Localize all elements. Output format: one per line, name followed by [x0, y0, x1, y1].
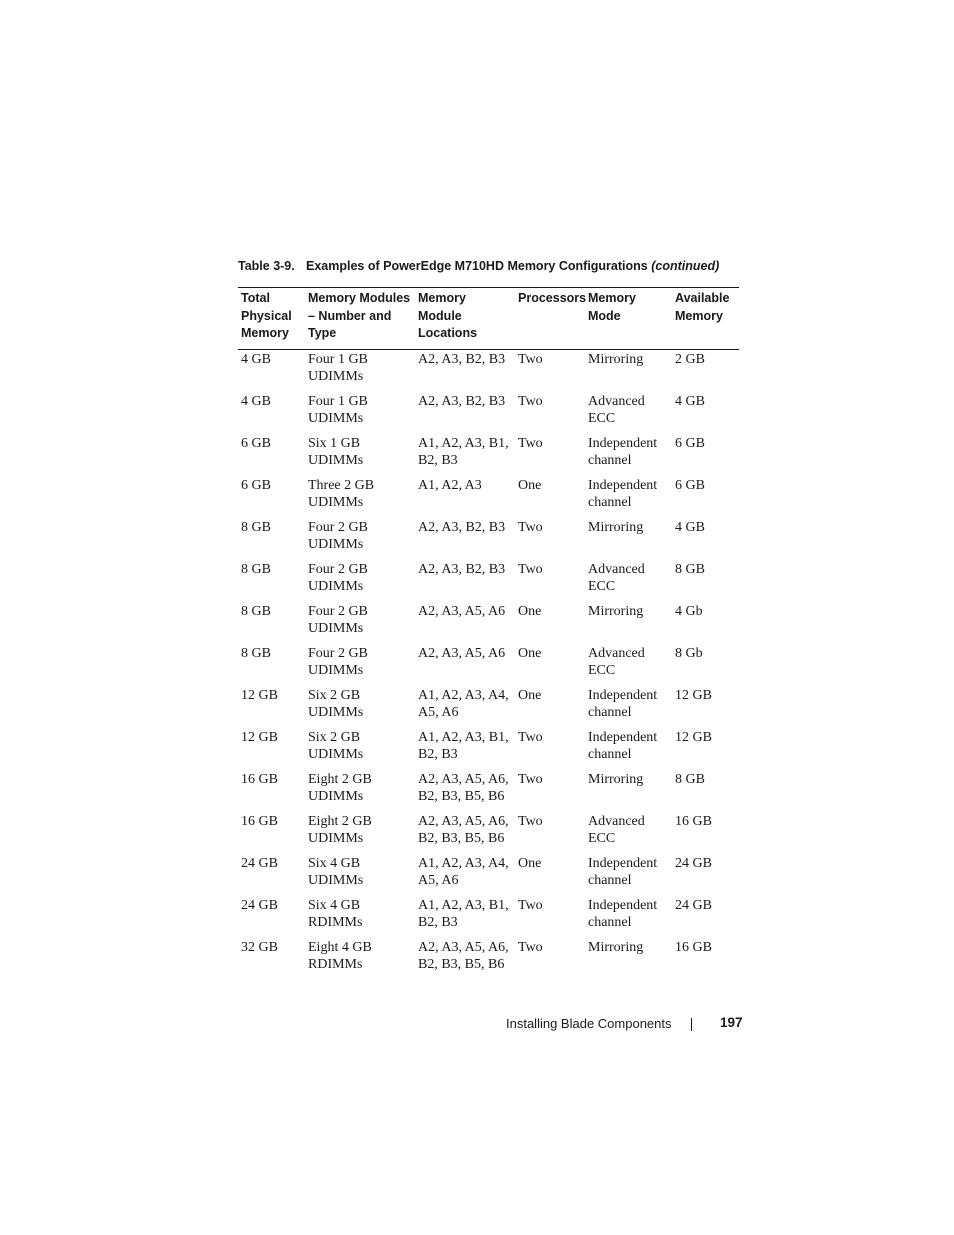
cell-line: Three 2 GB — [308, 477, 375, 493]
cell-mode — [585, 771, 672, 813]
table-row — [238, 897, 739, 939]
table-header-row — [238, 288, 739, 350]
page-number: 197 — [720, 1015, 743, 1030]
cell-mode — [585, 477, 672, 519]
table-row — [238, 435, 739, 477]
cell-line: UDIMMs — [308, 788, 364, 804]
header-line: Available — [675, 291, 730, 305]
cell-line: ECC — [588, 410, 616, 426]
cell-locations — [415, 435, 515, 477]
cell-line: Advanced — [588, 393, 645, 409]
table-row — [238, 687, 739, 729]
cell-processors — [515, 855, 585, 897]
cell-line: Six 1 GB — [308, 435, 361, 451]
header-total-physical-memory — [238, 288, 305, 350]
cell-processors — [515, 645, 585, 687]
table-header — [238, 288, 739, 350]
cell-line: ECC — [588, 662, 616, 678]
cell-line: UDIMMs — [308, 704, 364, 720]
cell-line: Six 2 GB — [308, 729, 361, 745]
cell-line: 24 GB — [675, 855, 712, 871]
table-caption — [238, 259, 719, 273]
cell-modules — [305, 645, 415, 687]
cell-line: Six 4 GB — [308, 897, 361, 913]
table-row — [238, 645, 739, 687]
table-caption-continued: (continued) — [651, 259, 720, 273]
cell-line: Two — [518, 435, 543, 451]
cell-mode — [585, 561, 672, 603]
cell-line: 12 GB — [241, 729, 278, 745]
cell-line: Mirroring — [588, 519, 644, 535]
cell-line: Independent — [588, 855, 658, 871]
cell-processors — [515, 435, 585, 477]
cell-line: 12 GB — [675, 687, 712, 703]
cell-total-memory — [238, 813, 305, 855]
cell-line: UDIMMs — [308, 872, 364, 888]
cell-line: Four 2 GB — [308, 519, 368, 535]
cell-locations — [415, 939, 515, 981]
cell-available — [672, 645, 739, 687]
cell-line: channel — [588, 452, 632, 468]
cell-total-memory — [238, 855, 305, 897]
cell-processors — [515, 687, 585, 729]
cell-line: UDIMMs — [308, 410, 364, 426]
cell-mode — [585, 645, 672, 687]
cell-available — [672, 771, 739, 813]
cell-line: A2, A3, A5, A6, — [418, 939, 509, 955]
cell-line: 4 Gb — [675, 603, 703, 619]
cell-mode — [585, 603, 672, 645]
cell-line: One — [518, 603, 542, 619]
header-line: Processors — [518, 291, 587, 305]
cell-line: UDIMMs — [308, 746, 364, 762]
cell-line: 6 GB — [241, 435, 271, 451]
cell-available — [672, 729, 739, 771]
cell-line: channel — [588, 704, 632, 720]
cell-processors — [515, 393, 585, 435]
cell-line: UDIMMs — [308, 578, 364, 594]
cell-line: A2, A3, A5, A6, — [418, 813, 509, 829]
cell-mode — [585, 519, 672, 561]
cell-locations — [415, 477, 515, 519]
cell-line: 8 GB — [241, 519, 271, 535]
cell-line: Two — [518, 771, 543, 787]
cell-line: Mirroring — [588, 771, 644, 787]
cell-available — [672, 603, 739, 645]
cell-line: One — [518, 645, 542, 661]
cell-line: 8 GB — [675, 771, 705, 787]
cell-modules — [305, 897, 415, 939]
cell-line: Independent — [588, 477, 658, 493]
cell-line: Independent — [588, 897, 658, 913]
cell-line: B2, B3, B5, B6 — [418, 788, 505, 804]
table-body — [238, 349, 739, 981]
cell-total-memory — [238, 771, 305, 813]
cell-line: Four 2 GB — [308, 603, 368, 619]
cell-line: Eight 4 GB — [308, 939, 372, 955]
cell-line: A2, A3, A5, A6 — [418, 603, 506, 619]
header-line: Memory — [675, 308, 723, 323]
header-line: Memory Modules — [308, 291, 411, 305]
cell-locations — [415, 813, 515, 855]
table-row — [238, 813, 739, 855]
cell-available — [672, 519, 739, 561]
cell-line: A2, A3, A5, A6 — [418, 645, 506, 661]
cell-line: Independent — [588, 687, 658, 703]
cell-line: 4 GB — [675, 393, 705, 409]
cell-processors — [515, 771, 585, 813]
cell-line: 8 GB — [241, 603, 271, 619]
cell-modules — [305, 939, 415, 981]
table-row — [238, 603, 739, 645]
cell-available — [672, 687, 739, 729]
cell-line: Eight 2 GB — [308, 813, 372, 829]
cell-locations — [415, 519, 515, 561]
cell-available — [672, 813, 739, 855]
header-memory-modules — [305, 288, 415, 350]
cell-total-memory — [238, 393, 305, 435]
cell-mode — [585, 687, 672, 729]
cell-total-memory — [238, 519, 305, 561]
cell-line: A1, A2, A3, B1, — [418, 897, 509, 913]
cell-line: 16 GB — [675, 813, 712, 829]
cell-line: 4 GB — [241, 351, 271, 367]
cell-line: B2, B3, B5, B6 — [418, 830, 505, 846]
cell-line: channel — [588, 914, 632, 930]
cell-line: Two — [518, 813, 543, 829]
cell-line: 16 GB — [241, 771, 278, 787]
cell-line: 8 Gb — [675, 645, 703, 661]
cell-modules — [305, 519, 415, 561]
cell-locations — [415, 771, 515, 813]
cell-total-memory — [238, 939, 305, 981]
cell-line: A1, A2, A3, A4, — [418, 855, 509, 871]
cell-line: ECC — [588, 578, 616, 594]
cell-mode — [585, 939, 672, 981]
cell-modules — [305, 435, 415, 477]
cell-line: Mirroring — [588, 603, 644, 619]
cell-line: A2, A3, B2, B3 — [418, 519, 506, 535]
table-row — [238, 729, 739, 771]
cell-locations — [415, 687, 515, 729]
cell-line: 8 GB — [241, 561, 271, 577]
cell-line: One — [518, 477, 542, 493]
table-caption-title: Examples of PowerEdge M710HD Memory Configurations — [306, 259, 648, 273]
cell-total-memory — [238, 477, 305, 519]
cell-line: Four 1 GB — [308, 393, 368, 409]
table-row — [238, 519, 739, 561]
table-caption-number: Table 3-9. — [238, 259, 295, 273]
cell-modules — [305, 477, 415, 519]
cell-line: Four 1 GB — [308, 351, 368, 367]
cell-line: 32 GB — [241, 939, 278, 955]
header-line: Type — [308, 326, 337, 340]
cell-line: Mirroring — [588, 939, 644, 955]
cell-locations — [415, 645, 515, 687]
cell-line: UDIMMs — [308, 662, 364, 678]
header-line: Physical — [241, 308, 292, 323]
cell-locations — [415, 349, 515, 393]
cell-total-memory — [238, 561, 305, 603]
cell-line: UDIMMs — [308, 368, 364, 384]
cell-line: Advanced — [588, 813, 645, 829]
cell-line: 4 GB — [241, 393, 271, 409]
cell-modules — [305, 561, 415, 603]
cell-available — [672, 897, 739, 939]
cell-line: Four 2 GB — [308, 645, 368, 661]
cell-line: B2, B3 — [418, 746, 458, 762]
footer-section-title: Installing Blade Components — [506, 1016, 672, 1031]
cell-line: Two — [518, 939, 543, 955]
memory-configurations-table — [238, 287, 739, 981]
cell-line: ECC — [588, 830, 616, 846]
cell-line: 2 GB — [675, 351, 705, 367]
cell-line: A2, A3, B2, B3 — [418, 351, 506, 367]
cell-line: 24 GB — [675, 897, 712, 913]
cell-processors — [515, 939, 585, 981]
cell-line: A5, A6 — [418, 872, 459, 888]
cell-line: 16 GB — [675, 939, 712, 955]
cell-mode — [585, 855, 672, 897]
header-processors — [515, 288, 585, 350]
cell-line: 6 GB — [675, 435, 705, 451]
cell-line: UDIMMs — [308, 830, 364, 846]
table-row — [238, 349, 739, 393]
cell-total-memory — [238, 349, 305, 393]
cell-locations — [415, 603, 515, 645]
cell-line: 6 GB — [241, 477, 271, 493]
cell-line: 12 GB — [675, 729, 712, 745]
table-row — [238, 771, 739, 813]
cell-modules — [305, 855, 415, 897]
header-available-memory — [672, 288, 739, 350]
cell-modules — [305, 729, 415, 771]
cell-line: A1, A2, A3, B1, — [418, 435, 509, 451]
table-row — [238, 561, 739, 603]
header-memory-mode — [585, 288, 672, 350]
cell-line: UDIMMs — [308, 620, 364, 636]
cell-total-memory — [238, 603, 305, 645]
cell-line: Independent — [588, 435, 658, 451]
cell-line: Advanced — [588, 645, 645, 661]
cell-line: UDIMMs — [308, 452, 364, 468]
cell-locations — [415, 855, 515, 897]
cell-processors — [515, 561, 585, 603]
cell-total-memory — [238, 645, 305, 687]
cell-line: One — [518, 687, 542, 703]
cell-processors — [515, 519, 585, 561]
cell-modules — [305, 393, 415, 435]
cell-line: 12 GB — [241, 687, 278, 703]
cell-available — [672, 939, 739, 981]
cell-line: RDIMMs — [308, 956, 363, 972]
cell-locations — [415, 729, 515, 771]
cell-line: Two — [518, 561, 543, 577]
cell-mode — [585, 393, 672, 435]
cell-line: A5, A6 — [418, 704, 459, 720]
cell-processors — [515, 897, 585, 939]
table-row — [238, 939, 739, 981]
header-line: Locations — [418, 326, 478, 340]
cell-line: UDIMMs — [308, 494, 364, 510]
cell-line: Two — [518, 519, 543, 535]
header-line: – Number and — [308, 308, 392, 323]
table-row — [238, 393, 739, 435]
cell-line: Two — [518, 897, 543, 913]
cell-modules — [305, 349, 415, 393]
cell-processors — [515, 603, 585, 645]
cell-line: Eight 2 GB — [308, 771, 372, 787]
cell-locations — [415, 393, 515, 435]
cell-line: Two — [518, 351, 543, 367]
cell-locations — [415, 561, 515, 603]
header-memory-module-locations — [415, 288, 515, 350]
cell-modules — [305, 603, 415, 645]
cell-total-memory — [238, 729, 305, 771]
header-line: Memory — [588, 291, 636, 305]
cell-available — [672, 477, 739, 519]
cell-line: Mirroring — [588, 351, 644, 367]
cell-available — [672, 435, 739, 477]
cell-line: One — [518, 855, 542, 871]
cell-line: A1, A2, A3 — [418, 477, 482, 493]
cell-total-memory — [238, 435, 305, 477]
cell-available — [672, 349, 739, 393]
cell-line: Two — [518, 729, 543, 745]
cell-mode — [585, 729, 672, 771]
cell-line: A1, A2, A3, A4, — [418, 687, 509, 703]
cell-line: Advanced — [588, 561, 645, 577]
cell-line: Independent — [588, 729, 658, 745]
footer-divider — [691, 1018, 692, 1031]
cell-locations — [415, 897, 515, 939]
cell-modules — [305, 813, 415, 855]
cell-mode — [585, 897, 672, 939]
cell-mode — [585, 435, 672, 477]
cell-line: UDIMMs — [308, 536, 364, 552]
cell-line: Four 2 GB — [308, 561, 368, 577]
cell-line: channel — [588, 746, 632, 762]
cell-total-memory — [238, 687, 305, 729]
header-line: Memory Module — [418, 291, 466, 323]
cell-line: Two — [518, 393, 543, 409]
header-line: Mode — [588, 308, 621, 323]
cell-line: 4 GB — [675, 519, 705, 535]
cell-available — [672, 393, 739, 435]
cell-line: A1, A2, A3, B1, — [418, 729, 509, 745]
cell-modules — [305, 771, 415, 813]
header-line: Total — [241, 291, 270, 305]
cell-line: B2, B3, B5, B6 — [418, 956, 505, 972]
cell-line: RDIMMs — [308, 914, 363, 930]
cell-processors — [515, 813, 585, 855]
cell-line: channel — [588, 494, 632, 510]
cell-line: 8 GB — [241, 645, 271, 661]
table-row — [238, 855, 739, 897]
cell-mode — [585, 349, 672, 393]
cell-line: B2, B3 — [418, 914, 458, 930]
cell-line: 16 GB — [241, 813, 278, 829]
cell-total-memory — [238, 897, 305, 939]
cell-modules — [305, 687, 415, 729]
table-row — [238, 477, 739, 519]
cell-line: A2, A3, B2, B3 — [418, 561, 506, 577]
cell-line: 24 GB — [241, 855, 278, 871]
cell-line: 6 GB — [675, 477, 705, 493]
header-line: Memory — [241, 326, 289, 340]
cell-processors — [515, 477, 585, 519]
cell-line: A2, A3, A5, A6, — [418, 771, 509, 787]
cell-processors — [515, 349, 585, 393]
cell-line: 24 GB — [241, 897, 278, 913]
cell-line: channel — [588, 872, 632, 888]
cell-processors — [515, 729, 585, 771]
cell-line: B2, B3 — [418, 452, 458, 468]
cell-line: 8 GB — [675, 561, 705, 577]
cell-line: Six 4 GB — [308, 855, 361, 871]
cell-mode — [585, 813, 672, 855]
cell-line: Six 2 GB — [308, 687, 361, 703]
cell-available — [672, 855, 739, 897]
cell-available — [672, 561, 739, 603]
cell-line: A2, A3, B2, B3 — [418, 393, 506, 409]
